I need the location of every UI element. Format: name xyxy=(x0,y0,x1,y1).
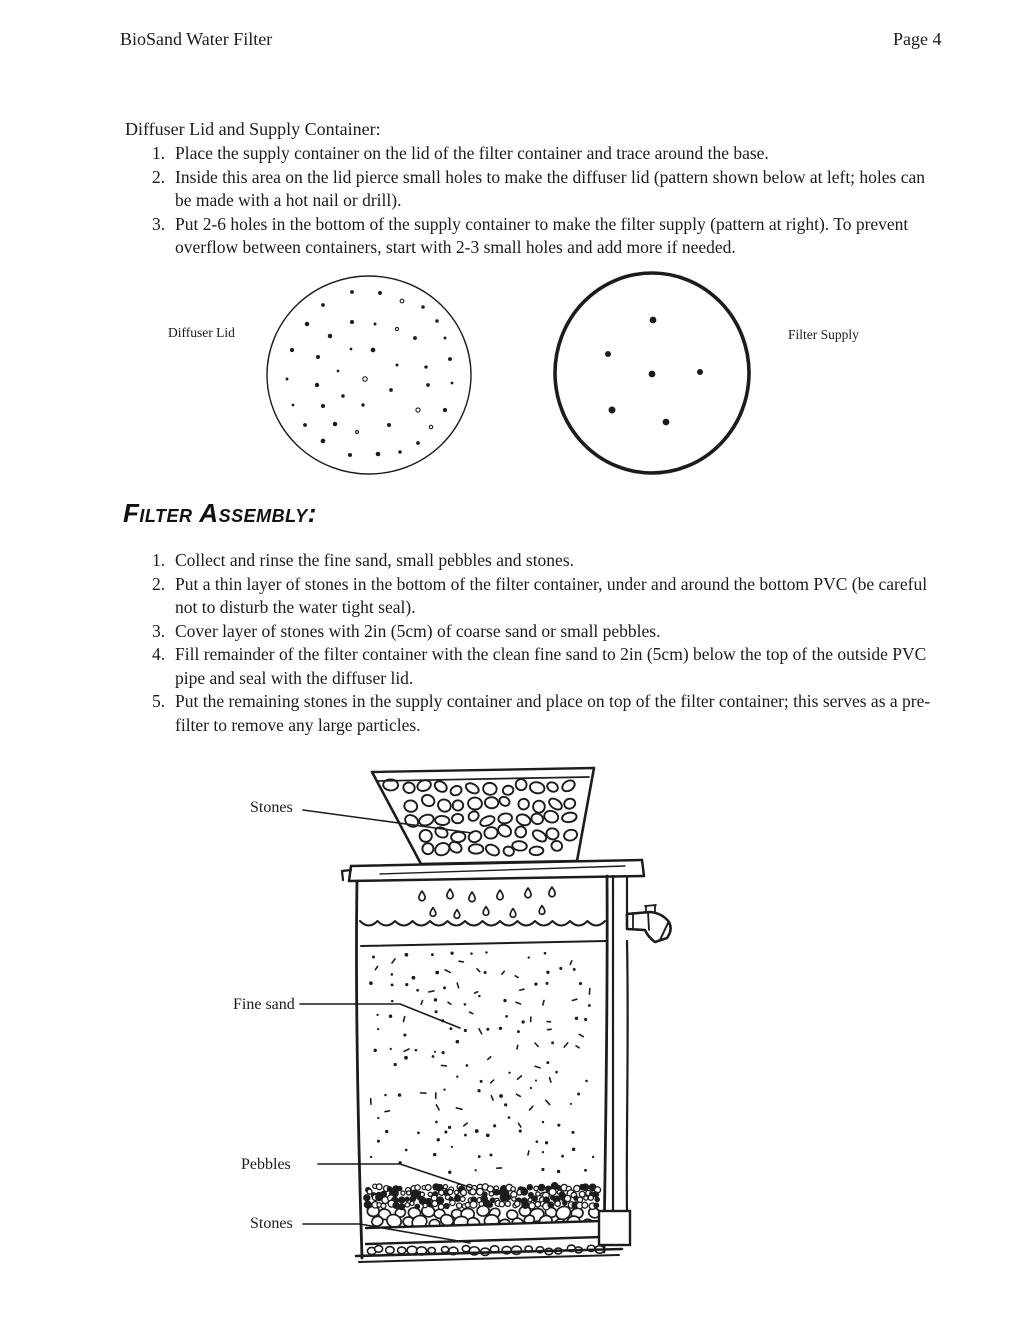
pebbles-label: Pebbles xyxy=(241,1156,291,1173)
list-item-number: 2. xyxy=(152,166,166,187)
section-heading-diffuser: Diffuser Lid and Supply Container: xyxy=(125,119,381,139)
list-item xyxy=(152,690,934,737)
list-item xyxy=(152,142,934,166)
list-item xyxy=(152,573,934,620)
page-number: Page 4 xyxy=(893,29,942,49)
list-item-number: 2. xyxy=(152,573,166,594)
document-title: BioSand Water Filter xyxy=(120,29,273,49)
diffuser-instructions-list xyxy=(152,142,934,260)
diffuser-lid-label: Diffuser Lid xyxy=(168,325,235,340)
hole-pattern-diagram xyxy=(140,262,900,487)
stones-bottom-label: Stones xyxy=(250,1215,293,1232)
list-item xyxy=(152,549,934,573)
list-item-number: 5. xyxy=(152,691,166,711)
list-item xyxy=(152,166,934,213)
list-item-text: Collect and rinse the fine sand, small pebbles and stones. xyxy=(175,550,575,570)
list-item-text: Put the remaining stones in the supply container and place on top of the filter container; this serves as a pre-filter to remove any large particles. xyxy=(175,691,931,735)
list-item-number: 3. xyxy=(152,213,166,234)
list-item xyxy=(152,643,934,690)
stones-top-label: Stones xyxy=(250,799,293,816)
list-item-text: Put 2-6 holes in the bottom of the supply container to make the filter supply (pattern at right). To prevent overflow between containers, start with 2-3 small holes and add more if needed. xyxy=(175,213,909,257)
list-item-text: Inside this area on the lid pierce small holes to make the diffuser lid (pattern shown below at left; holes can be made with a hot nail or drill). xyxy=(175,166,926,210)
fine-sand-label: Fine sand xyxy=(233,996,295,1013)
list-item-number: 1. xyxy=(152,143,166,163)
list-item-number: 1. xyxy=(152,550,166,570)
list-item-text: Cover layer of stones with 2in (5cm) of coarse sand or small pebbles. xyxy=(175,620,661,641)
list-item-number: 4. xyxy=(152,644,166,664)
filter-supply-label: Filter Supply xyxy=(788,327,859,342)
list-item-text: Put a thin layer of stones in the bottom of the filter container, under and around the bottom PVC (be careful not to disturb the water tight seal). xyxy=(175,573,928,617)
section-heading-assembly: Filter Assembly: xyxy=(123,498,317,528)
list-item xyxy=(152,213,934,260)
list-item xyxy=(152,620,934,644)
list-item-text: Fill remainder of the filter container with the clean fine sand to 2in (5cm) below the top of the outside PVC pipe and seal with the diffuser lid. xyxy=(175,644,927,688)
list-item-text: Place the supply container on the lid of the filter container and trace around the base. xyxy=(175,143,769,163)
assembly-instructions-list xyxy=(152,549,934,737)
filter-assembly-diagram xyxy=(0,745,1024,1325)
list-item-number: 3. xyxy=(152,620,166,641)
